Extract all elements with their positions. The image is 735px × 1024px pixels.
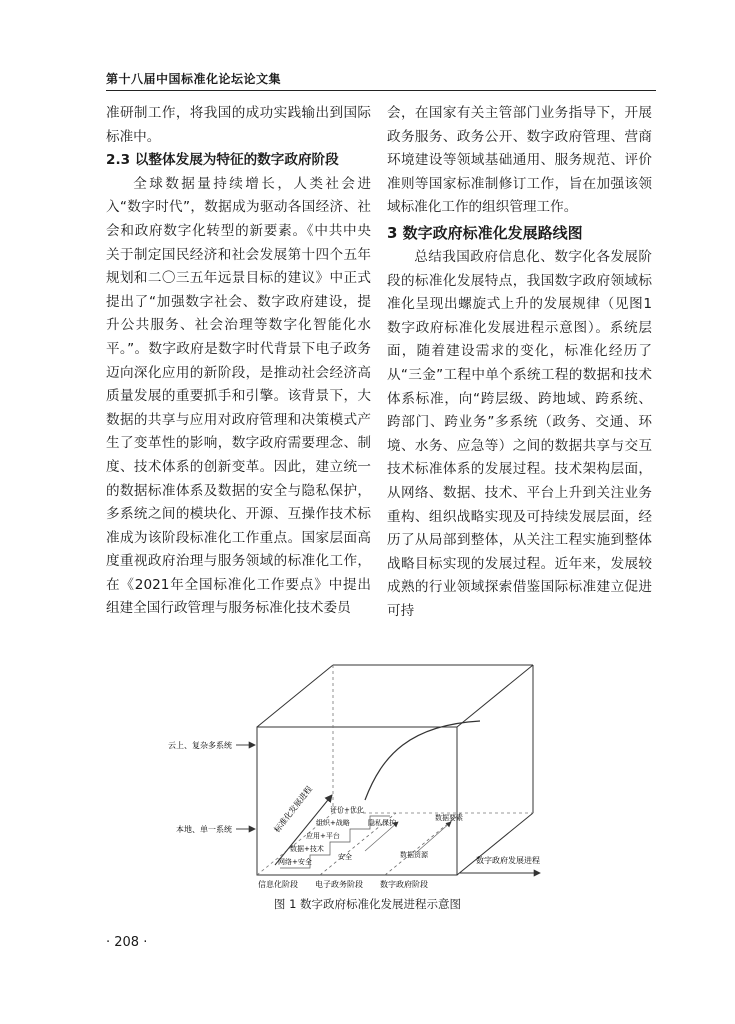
diagonal-label: 标准化发展进程 [272,784,315,835]
figure-1 [160,655,570,890]
section-heading-2-3: 2.3 以整体发展为特征的数字政府阶段 [106,152,339,169]
cube-hidden-edges [257,665,533,875]
left-paragraph-1: 准研制工作，将我国的成功实践输出到国际标准中。 [106,105,371,145]
cube-frame [257,665,533,875]
y-level-arrows [236,745,255,829]
left-paragraph-2: 全球数据量持续增长，人类社会进入“数字时代”，数据成为驱动各国经济、社会和政府数字化转型的新要素。《中共中央关于制定国民经济和社会发展第十四个五年规划和二〇三五年远景目标的建议》中正式提出了“加强数字社会、数字政府建设，提升公共服务、社会治理等数字化智能化水平。”。数字政府是数字时代背景下电子政务迈向深化应用的新阶段，是推动社会经济高质量发展的重要抓手和引擎。该背景下，大数据的共享与应用对政府管理和决策模式产生了变革性的影响，数字政府需要理念、制度、技术体系的创新变革。因此，建立统一的数据标准体系及数据的安全与隐私保护，多系统之间的模块化、开源、互操作技术标准成为该阶段标准化工作重点。国家层面高度重视政府治理与服务领域的标准化工作，在《2021年全国标准化工作要点》中提出组建全国行政管理与服务标准化技术委员 [106,175,371,617]
y-label-top: 云上、复杂多系统 [168,741,232,750]
section-heading-3: 3 数字政府标准化发展路线图 [387,223,583,242]
figure-caption: 图 1 数字政府标准化发展进程示意图 [273,897,462,911]
development-curve [365,721,480,800]
stair-label-org: 组织+战略 [316,819,350,827]
floor-label-data-element: 数据要素 [435,814,463,822]
page-number: · 208 · [106,935,148,950]
running-head: 第十八届中国标准化论坛论文集 [106,72,282,86]
x-label-informatization: 信息化阶段 [258,880,298,889]
header-rule [106,90,656,91]
x-label-egov: 电子政务阶段 [315,880,363,889]
y-label-bottom: 本地、单一系统 [176,825,232,834]
floor-label-data-resource: 数据资源 [400,851,428,859]
progress-arrow [275,795,332,865]
right-paragraph-1: 会，在国家有关主管部门业务指导下，开展政务服务、政务公开、数字政府管理、营商环境建设等领域基础通用、服务规范、评价准则等国家标准制修订工作，旨在加强该领域标准化工作的组织管理工作。 [387,105,652,216]
floor-label-security: 安全 [338,853,352,861]
stair-label-network: 网络+安全 [278,858,312,866]
stair-label-app: 应用+平台 [306,832,340,840]
x-axis-title: 数字政府发展进程 [476,856,540,865]
figure-1-diagram [160,655,570,890]
right-paragraph-2: 总结我国政府信息化、数字化各发展阶段的标准化发展特点，我国数字政府领域标准化呈现出螺旋式上升的发展规律（见图1 数字政府标准化发展进程示意图）。系统层面，随着建设需求的变化，标准化经历了从“三金”工程中单个系统工程的数据和技术体系标准，向“跨层级、跨地域、跨系统、跨部门、跨业务”多系统（政务、交通、环境、水务、应急等）之间的数据共享与交互技术标准体系的发展过程。技术架构层面，从网络、数据、技术、平台上升到关注业务重构、组织战略实现及可持续发展层面，经历了从局部到整体，从关注工程实施到整体战略目标实现的发展过程。近年来，发展较成熟的行业领域探索借鉴国际标准建立促进可持 [387,248,666,619]
right-column [387,102,666,623]
x-label-digital-gov: 数字政府阶段 [380,880,428,889]
floor-label-privacy: 隐私保护 [368,819,396,827]
stair-label-data: 数据+技术 [290,845,324,853]
left-column [106,102,371,621]
stair-label-eval: 评价+优化 [330,806,364,814]
